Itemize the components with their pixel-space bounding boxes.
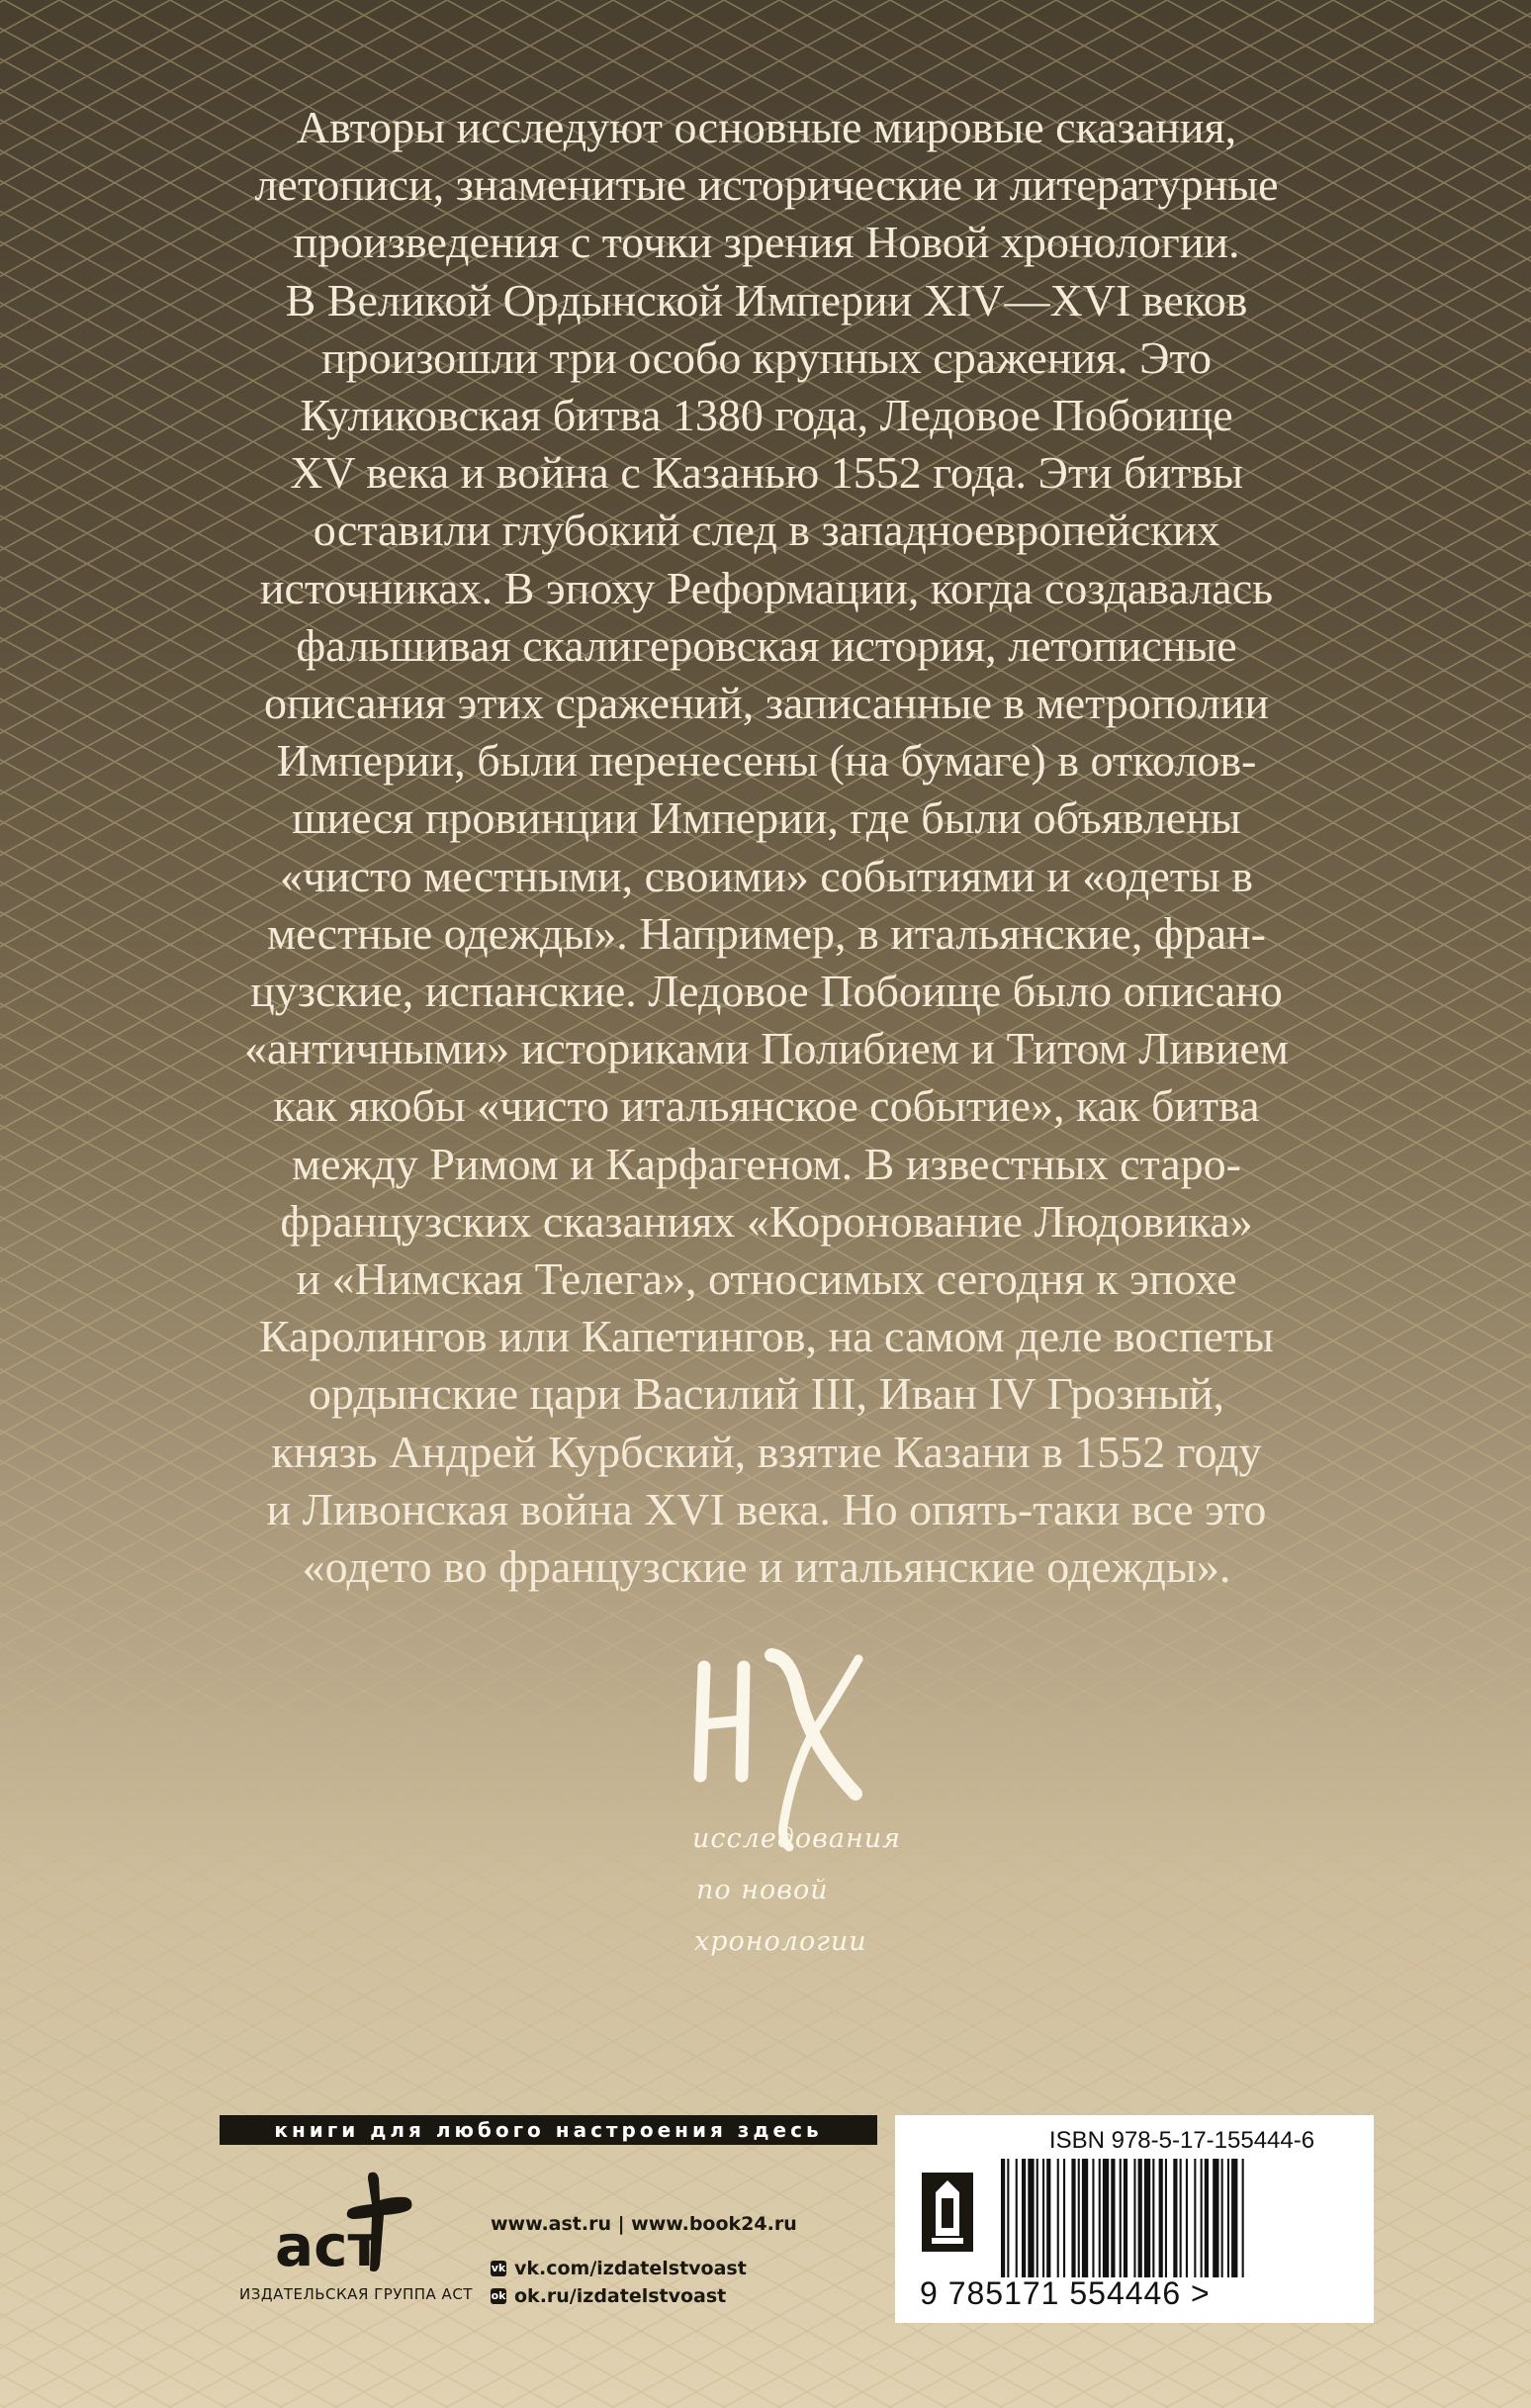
series-line-3: хронологии bbox=[694, 1926, 867, 1957]
description-line: шиеся провинции Империи, где были объявлены bbox=[292, 792, 1241, 844]
description-line: Империи, были перенесены (на бумаге) в отколов- bbox=[276, 735, 1257, 787]
description-line: летописи, знаменитые исторические и литературные bbox=[254, 159, 1279, 211]
lantern-icon bbox=[918, 2167, 977, 2256]
description-line: XV века и война с Казанью 1552 года. Эти битвы bbox=[290, 447, 1243, 499]
barcode-icon bbox=[997, 2159, 1333, 2277]
description-line: источниках. В эпоху Реформации, когда создавалась bbox=[259, 562, 1274, 613]
vk-icon: vk bbox=[491, 2262, 506, 2274]
description-line: описания этих сражений, записанные в метрополии bbox=[263, 678, 1270, 729]
description-line: В Великой Ордынской Империи XIV—XVI веков bbox=[285, 274, 1248, 325]
publisher-name: ИЗДАТЕЛЬСКАЯ ГРУППА АСТ bbox=[239, 2285, 473, 2303]
description-line: Авторы исследуют основные мировые сказания, bbox=[296, 102, 1237, 152]
book-description bbox=[148, 99, 1385, 1596]
description-line: фальшивая скалигеровская история, летописные bbox=[296, 619, 1237, 671]
description-line: между Римом и Карфагеном. В известных старо- bbox=[292, 1138, 1241, 1189]
series-logo-nx bbox=[682, 1637, 930, 1974]
ok-icon: ok bbox=[491, 2289, 506, 2302]
isbn-number: ISBN 978-5-17-155444-6 bbox=[1048, 2127, 1315, 2154]
description-line: Куликовская битва 1380 года, Ледовое Побоище bbox=[300, 390, 1233, 441]
ast-logo-icon bbox=[267, 2167, 435, 2280]
vk-link-text: vk.com/izdatelstvoast bbox=[514, 2258, 747, 2279]
description-line: как якобы «чисто итальянское событие», как битва bbox=[273, 1080, 1260, 1132]
description-line: произведения с точки зрения Новой хронологии. bbox=[293, 217, 1240, 268]
tagline-bar: книги для любого настроения здесь bbox=[220, 2115, 877, 2145]
vk-link[interactable] bbox=[491, 2258, 747, 2279]
description-line: князь Андрей Курбский, взятие Казани в 1552 году bbox=[271, 1426, 1262, 1477]
description-line: «чисто местными, своими» событиями и «одеты в bbox=[280, 850, 1253, 901]
description-line: «античными» историками Полибием и Титом Ливием bbox=[244, 1023, 1289, 1074]
barcode-digits: 9 785171 554446 > bbox=[920, 2275, 1211, 2311]
ok-link-text: ok.ru/izdatelstvoast bbox=[514, 2285, 727, 2307]
description-line: местные одежды». Например, в итальянские, фран- bbox=[266, 907, 1266, 959]
description-line: «одето во французские и итальянские одежды». bbox=[302, 1541, 1231, 1593]
description-line: и «Нимская Телега», относимых сегодня к эпохе bbox=[296, 1253, 1237, 1305]
ok-link[interactable] bbox=[491, 2285, 726, 2307]
description-line: Каролингов или Капетингов, на самом деле воспеты bbox=[259, 1311, 1274, 1362]
series-line-1: исследования bbox=[692, 1823, 902, 1854]
description-line: произошли три особо крупных сражения. Это bbox=[321, 331, 1212, 383]
description-line: ордынские цари Василий III, Иван IV Грозный, bbox=[308, 1368, 1225, 1420]
nx-monogram-icon bbox=[682, 1637, 880, 1855]
ast-logo-text: аст bbox=[275, 2212, 382, 2279]
publisher-websites[interactable]: www.ast.ru | www.book24.ru bbox=[491, 2213, 797, 2235]
description-line: оставили глубокий след в западноевропейских bbox=[313, 505, 1220, 556]
description-line: и Ливонская война XVI века. Но опять-таки все это bbox=[266, 1483, 1267, 1534]
series-line-2: по новой bbox=[696, 1875, 829, 1905]
description-line: французских сказаниях «Коронование Людовика» bbox=[280, 1195, 1253, 1247]
description-line: цузские, испанские. Ледовое Побоище было описано bbox=[250, 966, 1283, 1017]
